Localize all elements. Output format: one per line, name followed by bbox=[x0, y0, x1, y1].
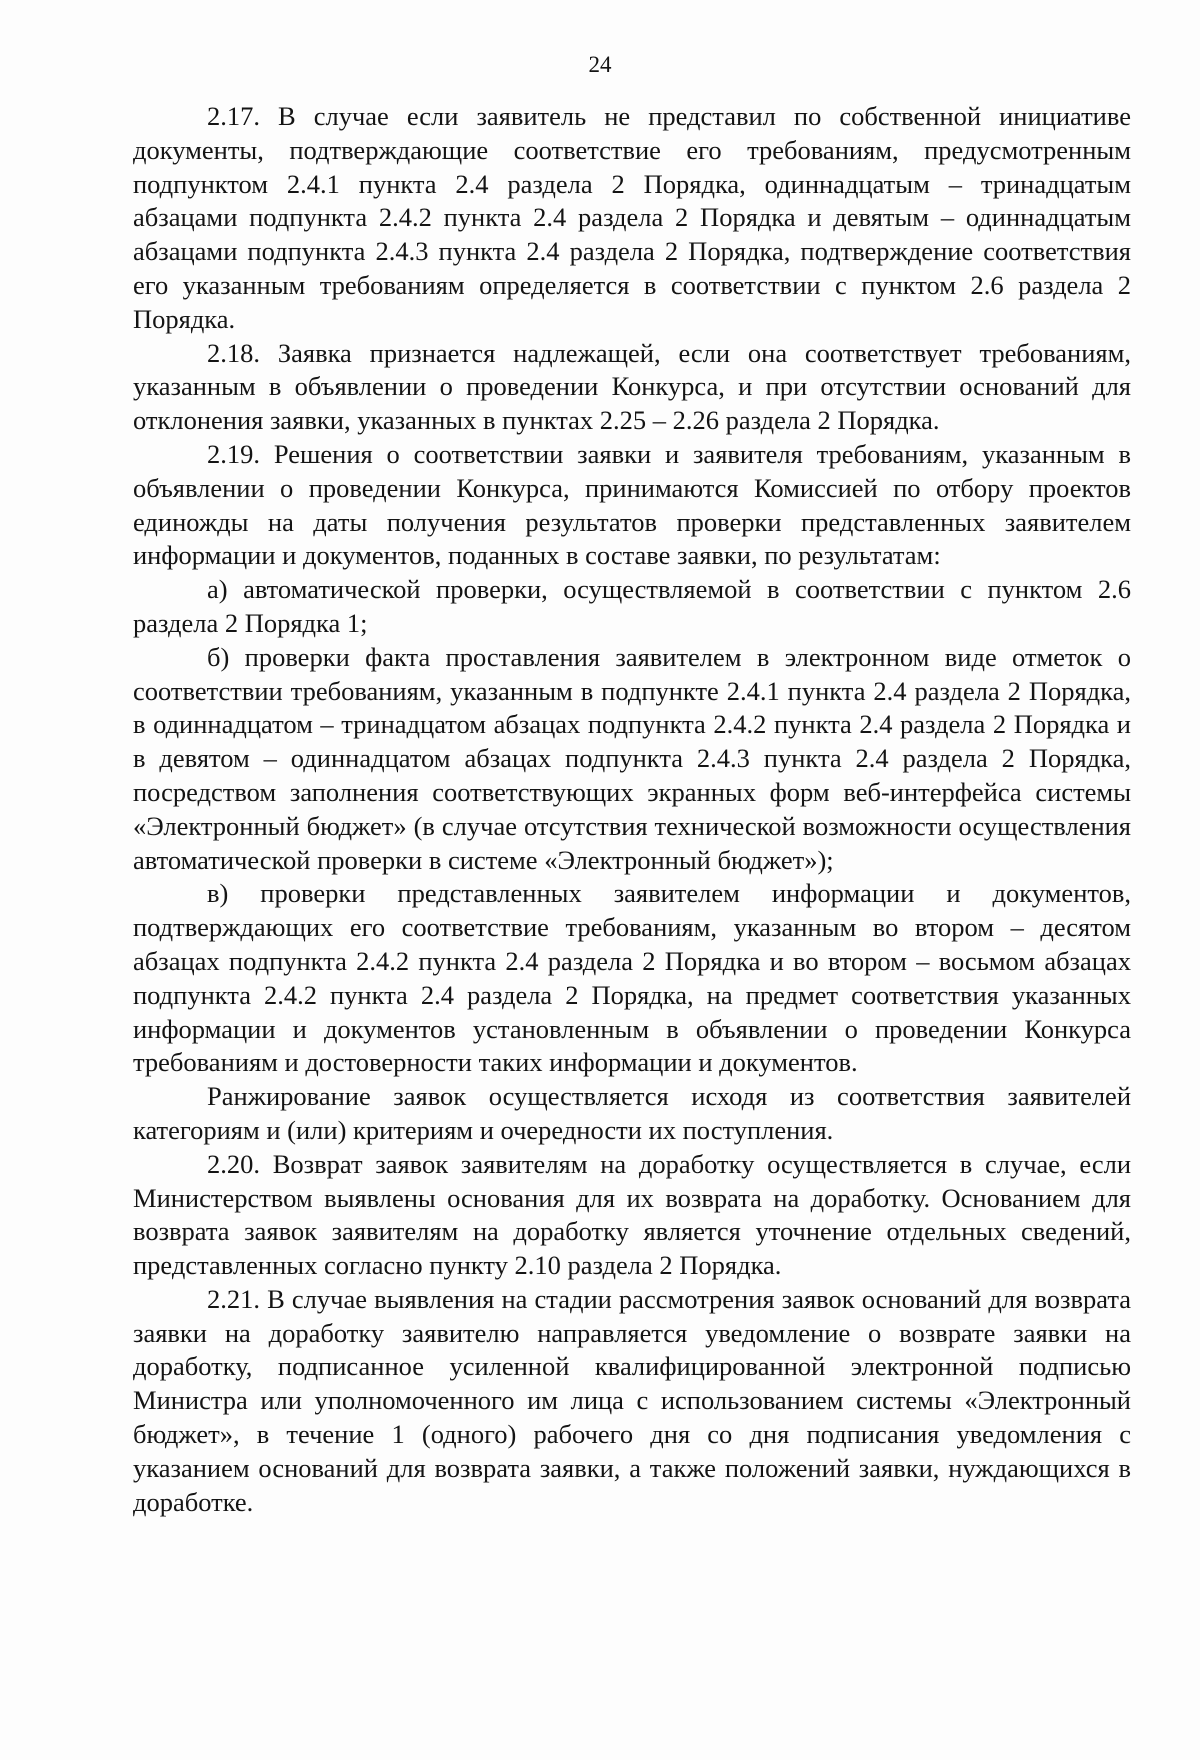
paragraph-2-18: 2.18. Заявка признается надлежащей, если она соответствует требованиям, указанным в объявлении о проведении Конкурса, и при отсутствии оснований для отклонения заявки, указанных в пунктах 2.25 – 2.26 раздела 2 Порядка. bbox=[133, 337, 1131, 436]
paragraph-2-20: 2.20. Возврат заявок заявителям на доработку осуществляется в случае, если Министерством выявлены основания для их возврата на доработку. Основанием для возврата заявок заявителям на доработку является уточнение отдельных сведений, представленных согласно пункту 2.10 раздела 2 Порядка. bbox=[133, 1148, 1131, 1281]
paragraph-2-19-a: а) автоматической проверки, осуществляемой в соответствии с пунктом 2.6 раздела 2 Порядка 1; bbox=[133, 574, 1131, 638]
paragraph-2-19-b: б) проверки факта проставления заявителем в электронном виде отметок о соответствии требованиям, указанным в подпункте 2.4.1 пункта 2.4 раздела 2 Порядка, в одиннадцатом – тринадцатом абзацах подпункта 2.4.2 пункта 2.4 раздела 2 Порядка и в девятом – одиннадцатом абзацах подпункта 2.4.3 пункта 2.4 раздела 2 Порядка, посредством заполнения соответствующих экранных форм веб-интерфейса системы «Электронный бюджет» (в случае отсутствия технической возможности осуществления автоматической проверки в системе «Электронный бюджет»); bbox=[133, 641, 1131, 875]
paragraph-2-19: 2.19. Решения о соответствии заявки и заявителя требованиям, указанным в объявлении о проведении Конкурса, принимаются Комиссией по отбору проектов единожды на даты получения результатов проверки представленных заявителем информации и документов, поданных в составе заявки, по результатам: bbox=[133, 438, 1131, 571]
paragraph-2-17: 2.17. В случае если заявитель не представил по собственной инициативе документы, подтверждающие соответствие его требованиям, предусмотренным подпунктом 2.4.1 пункта 2.4 раздела 2 Порядка, одиннадцатым – тринадцатым абзацами подпункта 2.4.2 пункта 2.4 раздела 2 Порядка и девятым – одиннадцатым абзацами подпункта 2.4.3 пункта 2.4 раздела 2 Порядка, подтверждение соответствия его указанным требованиям определяется в соответствии с пунктом 2.6 раздела 2 Порядка. bbox=[133, 101, 1131, 334]
document-body bbox=[133, 100, 1131, 1519]
paragraph-2-19-v: в) проверки представленных заявителем информации и документов, подтверждающих его соответствие требованиям, указанным во втором – десятом абзацах подпункта 2.4.2 пункта 2.4 раздела 2 Порядка и во втором – восьмом абзацах подпункта 2.4.2 пункта 2.4 раздела 2 Порядка, на предмет соответствия указанных информации и документов установленным в объявлении о проведении Конкурса требованиям и достоверности таких информации и документов. bbox=[133, 878, 1131, 1078]
page-number: 24 bbox=[588, 52, 612, 77]
paragraph-2-21: 2.21. В случае выявления на стадии рассмотрения заявок оснований для возврата заявки на доработку заявителю направляется уведомление о возврате заявки на доработку, подписанное усиленной квалифицированной электронной подписью Министра или уполномоченного им лица с использованием системы «Электронный бюджет», в течение 1 (одного) рабочего дня со дня подписания уведомления с указанием оснований для возврата заявки, а также положений заявки, нуждающихся в доработке. bbox=[133, 1283, 1131, 1517]
paragraph-ranking: Ранжирование заявок осуществляется исходя из соответствия заявителей категориям и (или) критериям и очередности их поступления. bbox=[133, 1081, 1131, 1145]
